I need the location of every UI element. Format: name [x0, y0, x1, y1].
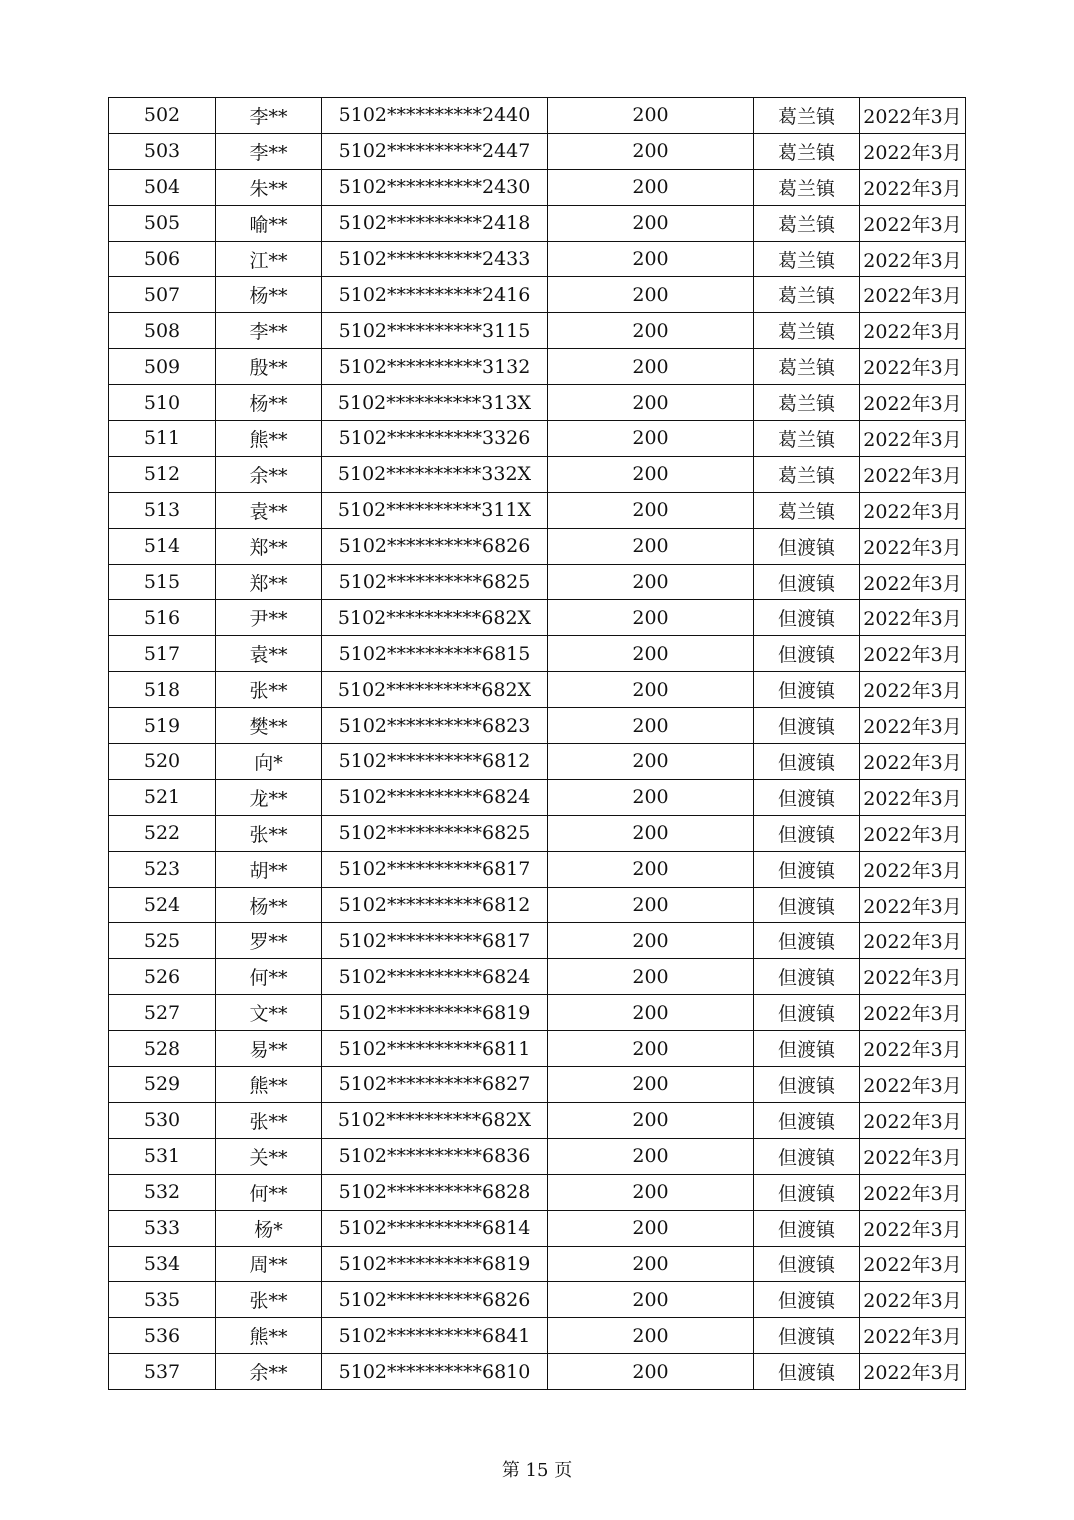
amount-cell: 200: [548, 385, 754, 421]
date-cell: 2022年3月: [860, 421, 966, 457]
id-number-cell: 5102**********6824: [322, 779, 548, 815]
table-row: [109, 887, 966, 923]
name-cell: 罗**: [216, 923, 322, 959]
town-cell: 葛兰镇: [754, 241, 860, 277]
amount-cell: 200: [548, 1138, 754, 1174]
amount-cell: 200: [548, 1246, 754, 1282]
table-row: [109, 1282, 966, 1318]
id-number-cell: 5102**********6817: [322, 851, 548, 887]
name-cell: 余**: [216, 456, 322, 492]
amount-cell: 200: [548, 1067, 754, 1103]
name-cell: 张**: [216, 1102, 322, 1138]
amount-cell: 200: [548, 636, 754, 672]
town-cell: 但渡镇: [754, 1210, 860, 1246]
name-cell: 朱**: [216, 169, 322, 205]
table-row: [109, 349, 966, 385]
town-cell: 但渡镇: [754, 708, 860, 744]
name-cell: 杨**: [216, 385, 322, 421]
table-row: [109, 241, 966, 277]
row-number-cell: 506: [109, 241, 216, 277]
date-cell: 2022年3月: [860, 744, 966, 780]
name-cell: 熊**: [216, 421, 322, 457]
id-number-cell: 5102**********6825: [322, 564, 548, 600]
table-row: [109, 169, 966, 205]
town-cell: 葛兰镇: [754, 169, 860, 205]
id-number-cell: 5102**********682X: [322, 600, 548, 636]
page-number: 15: [525, 1460, 549, 1481]
amount-cell: 200: [548, 421, 754, 457]
name-cell: 张**: [216, 672, 322, 708]
table-row: [109, 815, 966, 851]
row-number-cell: 523: [109, 851, 216, 887]
id-number-cell: 5102**********682X: [322, 1102, 548, 1138]
row-number-cell: 522: [109, 815, 216, 851]
id-number-cell: 5102**********6825: [322, 815, 548, 851]
row-number-cell: 507: [109, 277, 216, 313]
row-number-cell: 529: [109, 1067, 216, 1103]
name-cell: 张**: [216, 1282, 322, 1318]
date-cell: 2022年3月: [860, 385, 966, 421]
table-row: [109, 1031, 966, 1067]
page-label-prefix: 第: [501, 1460, 520, 1481]
town-cell: 但渡镇: [754, 1318, 860, 1354]
table-row: [109, 385, 966, 421]
amount-cell: 200: [548, 98, 754, 134]
id-number-cell: 5102**********6841: [322, 1318, 548, 1354]
date-cell: 2022年3月: [860, 1246, 966, 1282]
name-cell: 何**: [216, 959, 322, 995]
amount-cell: 200: [548, 133, 754, 169]
table-row: [109, 205, 966, 241]
row-number-cell: 534: [109, 1246, 216, 1282]
table-row: [109, 1210, 966, 1246]
name-cell: 袁**: [216, 636, 322, 672]
row-number-cell: 518: [109, 672, 216, 708]
id-number-cell: 5102**********6819: [322, 995, 548, 1031]
row-number-cell: 520: [109, 744, 216, 780]
table-row: [109, 851, 966, 887]
date-cell: 2022年3月: [860, 564, 966, 600]
name-cell: 龙**: [216, 779, 322, 815]
table-row: [109, 98, 966, 134]
name-cell: 张**: [216, 815, 322, 851]
table-row: [109, 277, 966, 313]
name-cell: 喻**: [216, 205, 322, 241]
table-row: [109, 672, 966, 708]
name-cell: 文**: [216, 995, 322, 1031]
name-cell: 熊**: [216, 1067, 322, 1103]
date-cell: 2022年3月: [860, 1282, 966, 1318]
date-cell: 2022年3月: [860, 241, 966, 277]
date-cell: 2022年3月: [860, 1354, 966, 1390]
page-footer: [0, 1456, 1074, 1482]
id-number-cell: 5102**********6817: [322, 923, 548, 959]
date-cell: 2022年3月: [860, 456, 966, 492]
table-row: [109, 600, 966, 636]
name-cell: 向*: [216, 744, 322, 780]
id-number-cell: 5102**********313X: [322, 385, 548, 421]
row-number-cell: 536: [109, 1318, 216, 1354]
town-cell: 但渡镇: [754, 672, 860, 708]
name-cell: 胡**: [216, 851, 322, 887]
name-cell: 杨**: [216, 887, 322, 923]
row-number-cell: 519: [109, 708, 216, 744]
amount-cell: 200: [548, 959, 754, 995]
table-row: [109, 1174, 966, 1210]
row-number-cell: 530: [109, 1102, 216, 1138]
table-row: [109, 1067, 966, 1103]
amount-cell: 200: [548, 1210, 754, 1246]
roster-table: [108, 97, 966, 1390]
date-cell: 2022年3月: [860, 133, 966, 169]
town-cell: 葛兰镇: [754, 205, 860, 241]
date-cell: 2022年3月: [860, 205, 966, 241]
town-cell: 但渡镇: [754, 923, 860, 959]
name-cell: 殷**: [216, 349, 322, 385]
row-number-cell: 535: [109, 1282, 216, 1318]
amount-cell: 200: [548, 995, 754, 1031]
name-cell: 江**: [216, 241, 322, 277]
amount-cell: 200: [548, 600, 754, 636]
date-cell: 2022年3月: [860, 313, 966, 349]
row-number-cell: 516: [109, 600, 216, 636]
town-cell: 但渡镇: [754, 815, 860, 851]
date-cell: 2022年3月: [860, 169, 966, 205]
amount-cell: 200: [548, 1282, 754, 1318]
amount-cell: 200: [548, 492, 754, 528]
town-cell: 葛兰镇: [754, 492, 860, 528]
amount-cell: 200: [548, 779, 754, 815]
table-row: [109, 1102, 966, 1138]
id-number-cell: 5102**********2416: [322, 277, 548, 313]
name-cell: 易**: [216, 1031, 322, 1067]
id-number-cell: 5102**********2440: [322, 98, 548, 134]
row-number-cell: 521: [109, 779, 216, 815]
town-cell: 但渡镇: [754, 1067, 860, 1103]
date-cell: 2022年3月: [860, 1210, 966, 1246]
town-cell: 但渡镇: [754, 744, 860, 780]
amount-cell: 200: [548, 169, 754, 205]
row-number-cell: 502: [109, 98, 216, 134]
date-cell: 2022年3月: [860, 1318, 966, 1354]
id-number-cell: 5102**********2433: [322, 241, 548, 277]
town-cell: 但渡镇: [754, 564, 860, 600]
row-number-cell: 531: [109, 1138, 216, 1174]
name-cell: 李**: [216, 313, 322, 349]
id-number-cell: 5102**********6836: [322, 1138, 548, 1174]
id-number-cell: 5102**********6810: [322, 1354, 548, 1390]
id-number-cell: 5102**********6819: [322, 1246, 548, 1282]
table-row: [109, 421, 966, 457]
town-cell: 但渡镇: [754, 1282, 860, 1318]
date-cell: 2022年3月: [860, 815, 966, 851]
amount-cell: 200: [548, 708, 754, 744]
amount-cell: 200: [548, 564, 754, 600]
town-cell: 但渡镇: [754, 1174, 860, 1210]
date-cell: 2022年3月: [860, 277, 966, 313]
date-cell: 2022年3月: [860, 636, 966, 672]
row-number-cell: 508: [109, 313, 216, 349]
amount-cell: 200: [548, 277, 754, 313]
row-number-cell: 503: [109, 133, 216, 169]
name-cell: 樊**: [216, 708, 322, 744]
date-cell: 2022年3月: [860, 1067, 966, 1103]
date-cell: 2022年3月: [860, 887, 966, 923]
table-row: [109, 1246, 966, 1282]
id-number-cell: 5102**********2430: [322, 169, 548, 205]
table-row: [109, 456, 966, 492]
town-cell: 但渡镇: [754, 1138, 860, 1174]
table-row: [109, 1354, 966, 1390]
date-cell: 2022年3月: [860, 1031, 966, 1067]
row-number-cell: 517: [109, 636, 216, 672]
amount-cell: 200: [548, 1031, 754, 1067]
table-row: [109, 779, 966, 815]
town-cell: 但渡镇: [754, 887, 860, 923]
name-cell: 尹**: [216, 600, 322, 636]
amount-cell: 200: [548, 1354, 754, 1390]
amount-cell: 200: [548, 528, 754, 564]
id-number-cell: 5102**********2447: [322, 133, 548, 169]
amount-cell: 200: [548, 1102, 754, 1138]
name-cell: 周**: [216, 1246, 322, 1282]
id-number-cell: 5102**********6827: [322, 1067, 548, 1103]
amount-cell: 200: [548, 744, 754, 780]
town-cell: 但渡镇: [754, 779, 860, 815]
id-number-cell: 5102**********6811: [322, 1031, 548, 1067]
town-cell: 葛兰镇: [754, 349, 860, 385]
date-cell: 2022年3月: [860, 349, 966, 385]
table-row: [109, 923, 966, 959]
amount-cell: 200: [548, 241, 754, 277]
amount-cell: 200: [548, 672, 754, 708]
row-number-cell: 528: [109, 1031, 216, 1067]
town-cell: 但渡镇: [754, 1031, 860, 1067]
name-cell: 熊**: [216, 1318, 322, 1354]
id-number-cell: 5102**********6826: [322, 528, 548, 564]
id-number-cell: 5102**********3326: [322, 421, 548, 457]
date-cell: 2022年3月: [860, 528, 966, 564]
table-row: [109, 133, 966, 169]
town-cell: 但渡镇: [754, 636, 860, 672]
amount-cell: 200: [548, 887, 754, 923]
row-number-cell: 532: [109, 1174, 216, 1210]
name-cell: 关**: [216, 1138, 322, 1174]
date-cell: 2022年3月: [860, 492, 966, 528]
amount-cell: 200: [548, 1174, 754, 1210]
name-cell: 李**: [216, 133, 322, 169]
row-number-cell: 525: [109, 923, 216, 959]
table-row: [109, 959, 966, 995]
date-cell: 2022年3月: [860, 672, 966, 708]
id-number-cell: 5102**********6826: [322, 1282, 548, 1318]
amount-cell: 200: [548, 313, 754, 349]
town-cell: 葛兰镇: [754, 421, 860, 457]
table-row: [109, 1318, 966, 1354]
amount-cell: 200: [548, 923, 754, 959]
table-row: [109, 995, 966, 1031]
row-number-cell: 537: [109, 1354, 216, 1390]
page-label-suffix: 页: [554, 1460, 573, 1481]
town-cell: 葛兰镇: [754, 456, 860, 492]
roster-body: [109, 98, 966, 1390]
town-cell: 但渡镇: [754, 959, 860, 995]
table-row: [109, 1138, 966, 1174]
town-cell: 但渡镇: [754, 600, 860, 636]
town-cell: 但渡镇: [754, 995, 860, 1031]
date-cell: 2022年3月: [860, 98, 966, 134]
id-number-cell: 5102**********6812: [322, 744, 548, 780]
amount-cell: 200: [548, 815, 754, 851]
table-row: [109, 528, 966, 564]
row-number-cell: 510: [109, 385, 216, 421]
name-cell: 余**: [216, 1354, 322, 1390]
amount-cell: 200: [548, 205, 754, 241]
table-row: [109, 564, 966, 600]
row-number-cell: 527: [109, 995, 216, 1031]
date-cell: 2022年3月: [860, 851, 966, 887]
date-cell: 2022年3月: [860, 708, 966, 744]
name-cell: 杨**: [216, 277, 322, 313]
town-cell: 葛兰镇: [754, 385, 860, 421]
id-number-cell: 5102**********2418: [322, 205, 548, 241]
id-number-cell: 5102**********6815: [322, 636, 548, 672]
table-row: [109, 492, 966, 528]
town-cell: 但渡镇: [754, 1354, 860, 1390]
id-number-cell: 5102**********6823: [322, 708, 548, 744]
amount-cell: 200: [548, 1318, 754, 1354]
table-row: [109, 313, 966, 349]
row-number-cell: 513: [109, 492, 216, 528]
name-cell: 郑**: [216, 528, 322, 564]
town-cell: 但渡镇: [754, 1246, 860, 1282]
date-cell: 2022年3月: [860, 779, 966, 815]
table-row: [109, 708, 966, 744]
row-number-cell: 509: [109, 349, 216, 385]
id-number-cell: 5102**********6812: [322, 887, 548, 923]
date-cell: 2022年3月: [860, 923, 966, 959]
amount-cell: 200: [548, 456, 754, 492]
id-number-cell: 5102**********6814: [322, 1210, 548, 1246]
name-cell: 袁**: [216, 492, 322, 528]
table-row: [109, 636, 966, 672]
id-number-cell: 5102**********332X: [322, 456, 548, 492]
town-cell: 葛兰镇: [754, 313, 860, 349]
name-cell: 郑**: [216, 564, 322, 600]
row-number-cell: 511: [109, 421, 216, 457]
date-cell: 2022年3月: [860, 995, 966, 1031]
town-cell: 但渡镇: [754, 528, 860, 564]
town-cell: 葛兰镇: [754, 277, 860, 313]
row-number-cell: 504: [109, 169, 216, 205]
row-number-cell: 512: [109, 456, 216, 492]
town-cell: 葛兰镇: [754, 98, 860, 134]
row-number-cell: 505: [109, 205, 216, 241]
row-number-cell: 524: [109, 887, 216, 923]
id-number-cell: 5102**********311X: [322, 492, 548, 528]
date-cell: 2022年3月: [860, 959, 966, 995]
id-number-cell: 5102**********3132: [322, 349, 548, 385]
id-number-cell: 5102**********682X: [322, 672, 548, 708]
amount-cell: 200: [548, 851, 754, 887]
id-number-cell: 5102**********6828: [322, 1174, 548, 1210]
table-row: [109, 744, 966, 780]
amount-cell: 200: [548, 349, 754, 385]
id-number-cell: 5102**********6824: [322, 959, 548, 995]
date-cell: 2022年3月: [860, 1174, 966, 1210]
date-cell: 2022年3月: [860, 1102, 966, 1138]
row-number-cell: 514: [109, 528, 216, 564]
town-cell: 但渡镇: [754, 1102, 860, 1138]
row-number-cell: 526: [109, 959, 216, 995]
name-cell: 何**: [216, 1174, 322, 1210]
row-number-cell: 533: [109, 1210, 216, 1246]
name-cell: 杨*: [216, 1210, 322, 1246]
town-cell: 葛兰镇: [754, 133, 860, 169]
id-number-cell: 5102**********3115: [322, 313, 548, 349]
town-cell: 但渡镇: [754, 851, 860, 887]
name-cell: 李**: [216, 98, 322, 134]
date-cell: 2022年3月: [860, 600, 966, 636]
row-number-cell: 515: [109, 564, 216, 600]
date-cell: 2022年3月: [860, 1138, 966, 1174]
